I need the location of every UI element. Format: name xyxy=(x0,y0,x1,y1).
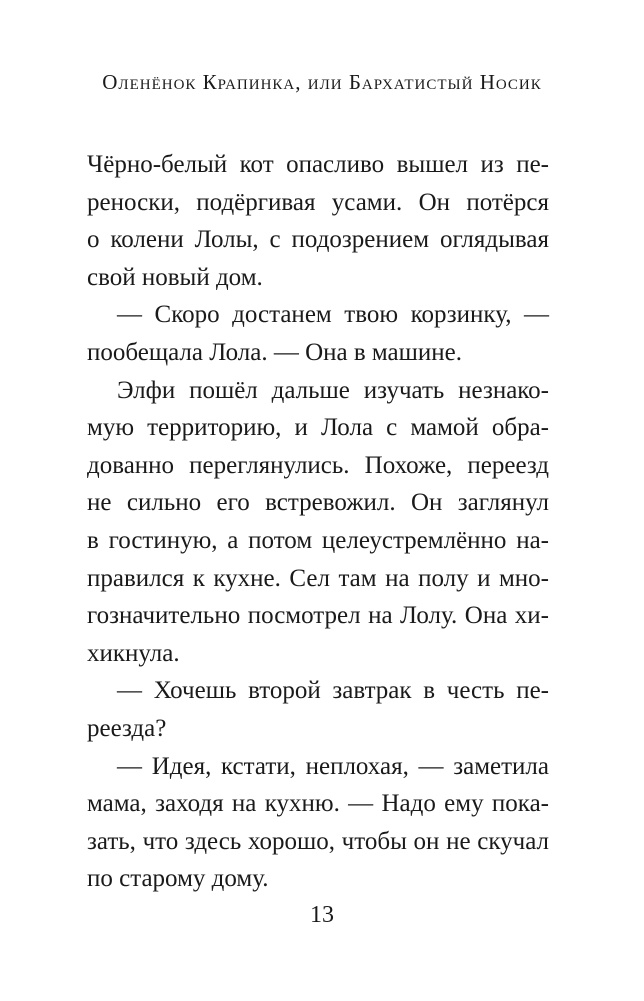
text-line: дованно переглянулись. Похоже, переезд xyxy=(87,451,549,479)
text-line: хикнула. xyxy=(87,639,180,667)
text-line: — Идея, кстати, неплохая, — заметила xyxy=(117,752,549,780)
text-line: зать, что здесь хорошо, чтобы он не скучал xyxy=(87,827,549,855)
text-line: о колени Лолы, с подозрением оглядывая xyxy=(87,226,549,254)
text-line: правился к кухне. Сел там на полу и мно- xyxy=(87,564,549,592)
text-line: — Хочешь второй завтрак в честь пе- xyxy=(117,677,549,705)
text-line: мую территорию, и Лола с мамой обра- xyxy=(87,414,549,442)
body-text xyxy=(87,146,549,898)
page-number: 13 xyxy=(310,902,334,928)
text-line: по старому дому. xyxy=(87,865,269,893)
text-line: в гостиную, а потом целеустремлённо на- xyxy=(87,526,549,554)
text-line: пообещала Лола. — Она в машине. xyxy=(87,338,463,366)
text-line: гозначительно посмотрел на Лолу. Она хи- xyxy=(87,602,549,630)
text-line: Чёрно-белый кот опасливо вышел из пе- xyxy=(87,151,549,178)
text-line: реноски, подёргивая усами. Он потёрся xyxy=(87,188,549,216)
text-line: Элфи пошёл дальше изучать незнако- xyxy=(117,376,549,404)
running-head: Оленёнок Крапинка, или Бархатистый Носик xyxy=(102,70,542,94)
text-line: — Скоро достанем твою корзинку, — xyxy=(117,301,549,329)
text-line: не сильно его встревожил. Он заглянул xyxy=(87,489,549,517)
text-line: реезда? xyxy=(87,714,167,742)
text-line: мама, заходя на кухню. — Надо ему пока- xyxy=(87,790,549,818)
text-line: свой новый дом. xyxy=(87,263,263,291)
